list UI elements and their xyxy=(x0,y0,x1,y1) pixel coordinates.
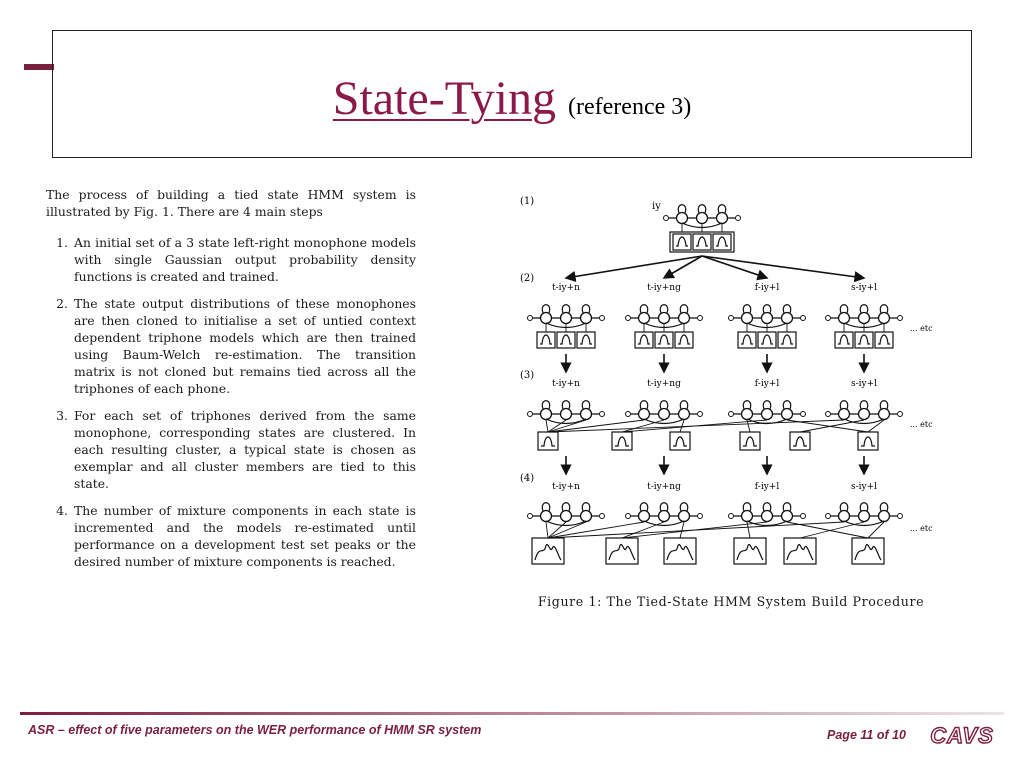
state-node xyxy=(839,409,850,420)
output-pdf-box xyxy=(670,432,690,450)
exit-node xyxy=(898,514,903,519)
triphone-label: t-iy+ng xyxy=(647,283,681,293)
state-node xyxy=(561,511,572,522)
self-loop xyxy=(542,503,549,511)
flow-arrow xyxy=(702,256,864,278)
self-loop xyxy=(660,503,667,511)
step-label-2: (2) xyxy=(520,273,535,284)
entry-node xyxy=(626,514,631,519)
self-loop xyxy=(680,305,687,313)
monophone-label: iy xyxy=(652,201,661,212)
output-pdf-box xyxy=(693,234,711,250)
entry-node xyxy=(729,316,734,321)
slide-title: State-Tying xyxy=(332,72,557,125)
output-pdf-box xyxy=(852,538,884,564)
self-loop xyxy=(718,205,725,213)
state-node xyxy=(859,409,870,420)
entry-node xyxy=(626,316,631,321)
title-box xyxy=(52,30,972,158)
state-node xyxy=(762,511,773,522)
state-node xyxy=(659,511,670,522)
intro-paragraph: The process of building a tied state HMM system is illustrated by Fig. 1. There are 4 main steps xyxy=(46,187,416,219)
state-node xyxy=(639,313,650,324)
state-node xyxy=(581,313,592,324)
exit-node xyxy=(698,514,703,519)
figure-caption: Figure 1: The Tied-State HMM System Build Procedure xyxy=(537,594,925,609)
list-item xyxy=(46,234,416,285)
output-pdf-box xyxy=(784,538,816,564)
self-loop xyxy=(880,401,887,409)
state-node xyxy=(742,313,753,324)
self-loop xyxy=(763,503,770,511)
state-node xyxy=(581,511,592,522)
state-node xyxy=(742,511,753,522)
logo-text: CAVS xyxy=(930,723,994,748)
exit-node xyxy=(600,412,605,417)
output-pdf-box xyxy=(673,234,691,250)
state-node xyxy=(677,213,688,224)
self-loop xyxy=(783,401,790,409)
self-loop xyxy=(783,503,790,511)
self-loop xyxy=(640,305,647,313)
list-item xyxy=(46,295,416,397)
output-pdf-box xyxy=(740,432,760,450)
entry-node xyxy=(664,216,669,221)
self-loop xyxy=(698,205,705,213)
self-loop xyxy=(763,401,770,409)
output-pdf-box xyxy=(538,432,558,450)
self-loop xyxy=(582,305,589,313)
entry-node xyxy=(826,514,831,519)
state-node xyxy=(839,511,850,522)
triphone-label: t-iy+ng xyxy=(647,379,681,389)
output-pdf-box xyxy=(612,432,632,450)
self-loop xyxy=(860,305,867,313)
state-node xyxy=(717,213,728,224)
state-node xyxy=(859,511,870,522)
self-loop xyxy=(660,401,667,409)
state-node xyxy=(879,511,890,522)
step-text: For each set of triphones derived from the same monophone, corresponding states are clustered. In each resulting cluster, a typical state is chosen as exemplar and all cluster members are tied to this state. xyxy=(74,408,416,491)
etc-label: ... etc xyxy=(910,524,933,533)
state-node xyxy=(879,313,890,324)
self-loop xyxy=(660,305,667,313)
output-pdf-box xyxy=(606,538,638,564)
entry-node xyxy=(826,412,831,417)
triphone-label: s-iy+l xyxy=(850,283,878,293)
output-pdf-box xyxy=(858,432,878,450)
entry-node xyxy=(826,316,831,321)
exit-node xyxy=(801,412,806,417)
triphone-label: t-iy+n xyxy=(552,283,580,293)
page-number: Page 11 of 10 xyxy=(827,728,906,742)
state-node xyxy=(679,511,690,522)
step-label-1: (1) xyxy=(520,196,535,207)
self-loop xyxy=(840,503,847,511)
self-loop xyxy=(582,503,589,511)
self-loop xyxy=(743,401,750,409)
steps-list xyxy=(46,234,416,570)
self-loop xyxy=(860,503,867,511)
state-node xyxy=(697,213,708,224)
output-pdf-box xyxy=(790,432,810,450)
exit-node xyxy=(801,316,806,321)
self-loop xyxy=(562,503,569,511)
step-text: The number of mixture components in each state is incremented and the models re-estimated until performance on a development test set peaks or the desired number of mixture components is reached. xyxy=(74,503,416,569)
title-line xyxy=(53,71,971,126)
output-pdf-box xyxy=(713,234,731,250)
tie-line xyxy=(548,522,844,538)
state-node xyxy=(679,409,690,420)
self-loop xyxy=(542,305,549,313)
tie-line xyxy=(546,522,548,538)
triphone-label: t-iy+n xyxy=(552,379,580,389)
self-loop xyxy=(860,401,867,409)
self-loop xyxy=(640,401,647,409)
self-loop xyxy=(678,205,685,213)
flow-arrow xyxy=(702,256,767,278)
self-loop xyxy=(880,503,887,511)
triphone-label: s-iy+l xyxy=(850,482,878,492)
entry-node xyxy=(729,514,734,519)
exit-node xyxy=(698,412,703,417)
figure-lines xyxy=(528,205,903,564)
self-loop xyxy=(680,401,687,409)
self-loop xyxy=(840,305,847,313)
etc-label: ... etc xyxy=(910,324,933,333)
exit-node xyxy=(898,316,903,321)
entry-node xyxy=(528,514,533,519)
output-pdf-box xyxy=(664,538,696,564)
self-loop xyxy=(743,503,750,511)
self-loop xyxy=(680,503,687,511)
tied-state-figure xyxy=(512,188,982,588)
entry-node xyxy=(729,412,734,417)
state-node xyxy=(782,409,793,420)
entry-node xyxy=(626,412,631,417)
state-node xyxy=(581,409,592,420)
state-node xyxy=(879,409,890,420)
tie-line xyxy=(680,420,684,432)
exit-node xyxy=(801,514,806,519)
state-node xyxy=(659,313,670,324)
self-loop xyxy=(640,503,647,511)
state-node xyxy=(541,313,552,324)
step-number: 1. xyxy=(56,235,68,250)
step-number: 2. xyxy=(56,296,68,311)
accent-bar xyxy=(24,64,54,70)
exit-node xyxy=(898,412,903,417)
state-node xyxy=(679,313,690,324)
state-node xyxy=(561,313,572,324)
entry-node xyxy=(528,412,533,417)
step-label-4: (4) xyxy=(520,473,535,484)
state-node xyxy=(659,409,670,420)
step-text: The state output distributions of these monophones are then cloned to initialise a set of untied context dependent triphone models which are then trained using Baum-Welch re-estimation. The transition matrix is not cloned but remains tied across all the triphones of each phone. xyxy=(74,296,416,396)
self-loop xyxy=(562,401,569,409)
self-loop xyxy=(763,305,770,313)
etc-label: ... etc xyxy=(910,420,933,429)
state-node xyxy=(639,511,650,522)
triphone-label: f-iy+l xyxy=(754,482,780,492)
title-reference: (reference 3) xyxy=(568,94,692,120)
cavs-logo xyxy=(924,720,1000,750)
list-item xyxy=(46,502,416,570)
self-loop xyxy=(542,401,549,409)
state-node xyxy=(561,409,572,420)
state-node xyxy=(541,409,552,420)
state-node xyxy=(762,409,773,420)
exit-node xyxy=(600,514,605,519)
exit-node xyxy=(736,216,741,221)
step-number: 3. xyxy=(56,408,68,423)
step-label-3: (3) xyxy=(520,370,535,381)
triphone-label: s-iy+l xyxy=(850,379,878,389)
output-pdf-box xyxy=(734,538,766,564)
state-node xyxy=(839,313,850,324)
self-loop xyxy=(743,305,750,313)
step-text: An initial set of a 3 state left-right monophone models with single Gaussian output probability density functions is created and trained. xyxy=(74,235,416,284)
triphone-label: f-iy+l xyxy=(754,283,780,293)
output-pdf-box xyxy=(532,538,564,564)
self-loop xyxy=(880,305,887,313)
list-item xyxy=(46,407,416,492)
exit-node xyxy=(600,316,605,321)
tie-line xyxy=(546,420,548,432)
self-loop xyxy=(783,305,790,313)
entry-node xyxy=(528,316,533,321)
state-node xyxy=(541,511,552,522)
state-node xyxy=(742,409,753,420)
footer-title: ASR – effect of five parameters on the WER performance of HMM SR system xyxy=(28,723,482,737)
footer-divider xyxy=(20,712,1004,715)
tie-line xyxy=(680,522,684,538)
state-node xyxy=(859,313,870,324)
triphone-label: f-iy+l xyxy=(754,379,780,389)
triphone-label: t-iy+n xyxy=(552,482,580,492)
state-node xyxy=(782,313,793,324)
self-loop xyxy=(840,401,847,409)
triphone-label: t-iy+ng xyxy=(647,482,681,492)
step-number: 4. xyxy=(56,503,68,518)
body-text xyxy=(46,186,416,580)
state-node xyxy=(762,313,773,324)
self-loop xyxy=(562,305,569,313)
self-loop xyxy=(582,401,589,409)
state-node xyxy=(782,511,793,522)
state-node xyxy=(639,409,650,420)
exit-node xyxy=(698,316,703,321)
